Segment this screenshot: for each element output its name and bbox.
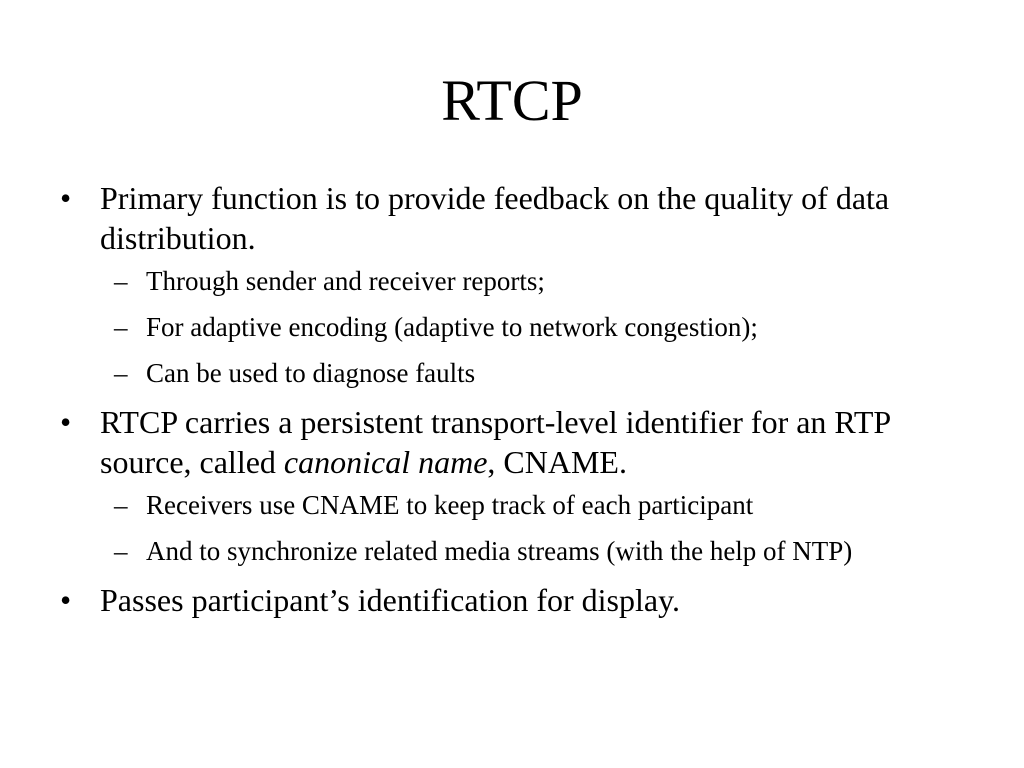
sub-bullet-item [100, 264, 980, 298]
sub-bullet-marker: – [114, 490, 128, 520]
sub-bullet-item [100, 310, 980, 344]
sub-bullet-text: Receivers use CNAME to keep track of each participant [146, 490, 754, 520]
sub-bullet-text: For adaptive encoding (adaptive to network congestion); [146, 312, 758, 342]
bullet-marker: • [60, 404, 72, 440]
sub-bullet-text: Can be used to diagnose faults [146, 358, 476, 388]
sub-bullet-marker: – [114, 358, 128, 388]
bullet-marker: • [60, 582, 72, 618]
sub-bullet-list [100, 264, 980, 390]
bullet-list [60, 178, 980, 626]
slide-title: RTCP [441, 68, 583, 133]
sub-bullet-marker: – [114, 536, 128, 566]
bullet-text: Passes participant’s identification for display. [100, 582, 681, 618]
bullet-text: Primary function is to provide feedback on the quality of data distribution. [100, 180, 890, 256]
sub-bullet-text: And to synchronize related media streams (with the help of NTP) [146, 536, 853, 566]
sub-bullet-marker: – [114, 312, 128, 342]
bullet-text [100, 404, 890, 480]
sub-bullet-item [100, 488, 980, 522]
bullet-text-start: RTCP carries a persistent transport-level identifier for an RTP source, called [100, 404, 890, 480]
bullet-text-emphasis: canonical name [283, 444, 488, 480]
sub-bullet-list [100, 488, 980, 568]
bullet-item [60, 178, 980, 390]
sub-bullet-marker: – [114, 266, 128, 296]
bullet-text-end: , CNAME. [487, 444, 627, 480]
sub-bullet-text: Through sender and receiver reports; [146, 266, 545, 296]
bullet-item [60, 580, 980, 620]
sub-bullet-item [100, 534, 980, 568]
bullet-marker: • [60, 180, 72, 216]
bullet-item [60, 402, 980, 568]
sub-bullet-item [100, 356, 980, 390]
